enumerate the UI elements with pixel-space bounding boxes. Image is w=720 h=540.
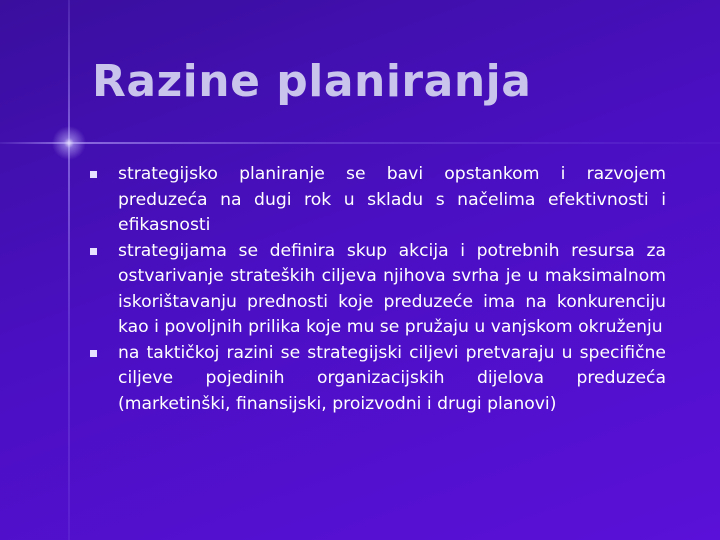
square-bullet-icon bbox=[90, 350, 97, 357]
square-bullet-icon bbox=[90, 248, 97, 255]
bullet-text: strategijsko planiranje se bavi opstankom i razvojem preduzeća na dugi rok u skladu s načelima efektivnosti i efikasnosti bbox=[118, 164, 666, 235]
square-bullet-icon bbox=[90, 171, 97, 178]
slide-title: Razine planiranja bbox=[92, 56, 532, 107]
bullet-item bbox=[88, 239, 666, 341]
decorative-horizontal-line bbox=[0, 142, 720, 144]
bullet-text: na taktičkoj razini se strategijski ciljevi pretvaraju u specifične ciljeve pojedinih organizacijskih dijelova preduzeća (marketinški, finansijski, proizvodni i drugi planovi) bbox=[118, 342, 666, 414]
sparkle-icon bbox=[49, 123, 89, 163]
bullet-item bbox=[88, 162, 666, 239]
bullet-text: strategijama se definira skup akcija i potrebnih resursa za ostvarivanje strateških ciljeva njihova svrha je u maksimalnom iskorištavanju prednosti koje preduzeće ima na konkurenciju kao i povoljnih prilika koje mu se pružaju u vanjskom okruženju bbox=[118, 240, 666, 337]
bullet-item bbox=[88, 341, 666, 418]
bullet-list bbox=[88, 162, 666, 417]
decorative-vertical-line bbox=[68, 0, 70, 540]
